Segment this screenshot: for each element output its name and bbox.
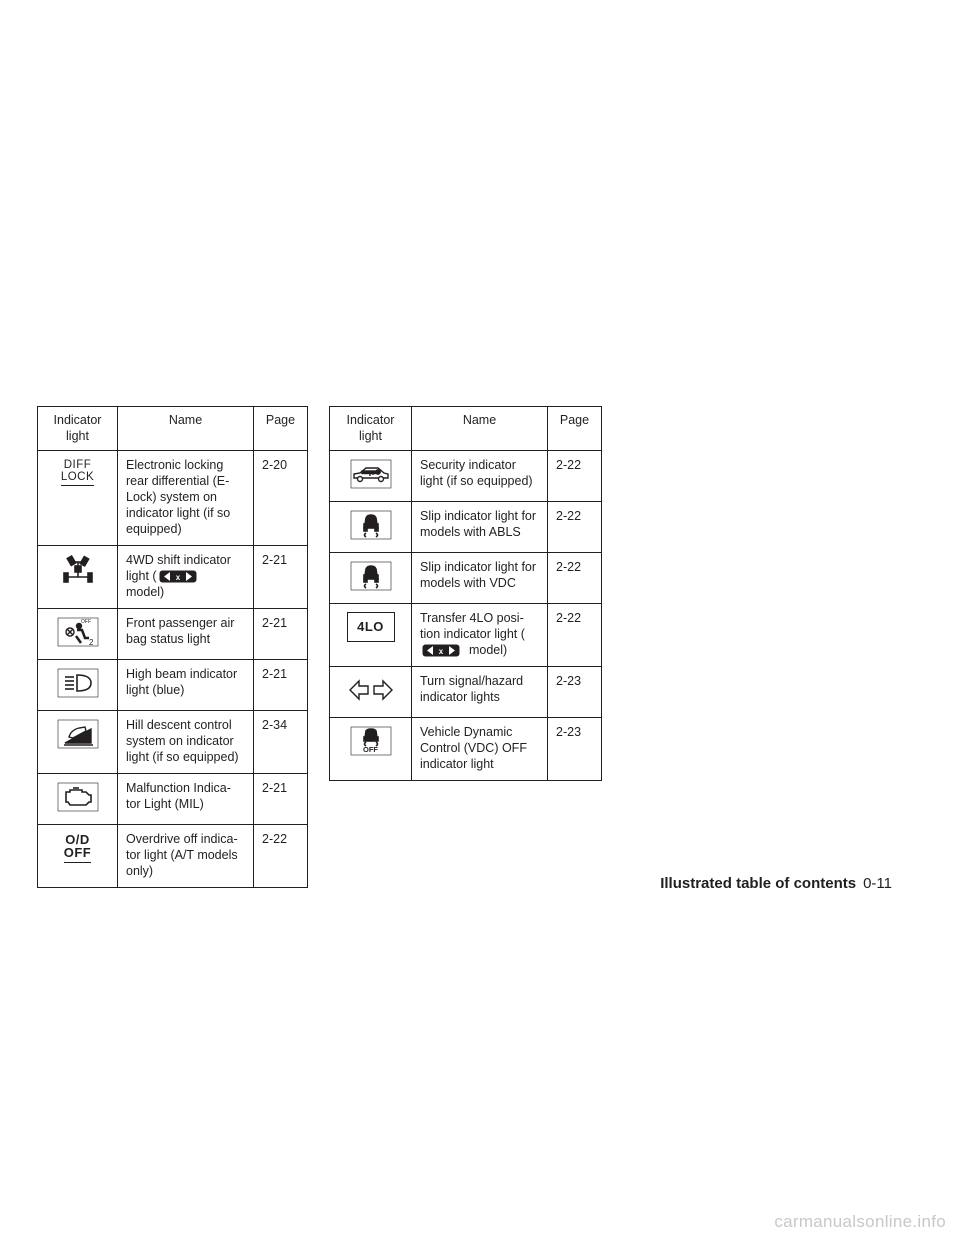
row-page: 2-34: [254, 711, 308, 774]
footer-page-number: 0-11: [863, 875, 892, 892]
row-page: 2-21: [254, 546, 308, 609]
engine-check-icon: [55, 782, 101, 812]
row-name: Security indicator light (if so equipped): [412, 451, 548, 502]
row-name: Hill descent control system on indicator light (if so equipped): [118, 711, 254, 774]
header-indicator-light: Indicator light: [38, 407, 118, 451]
indicator-table-left: [37, 406, 308, 888]
header-page: Page: [254, 407, 308, 451]
svg-text:x: x: [175, 573, 180, 583]
high-beam-icon: [55, 668, 101, 698]
vdc-off-text: OFF: [363, 745, 378, 754]
transfer-4lo-icon: 4LO: [347, 612, 395, 642]
table-row: [38, 451, 308, 546]
diff-lock-icon: DIFF LOCK: [61, 459, 94, 486]
footer-title: Illustrated table of contents: [660, 875, 857, 892]
hill-descent-icon: [55, 719, 101, 749]
svg-text:OFF: OFF: [80, 619, 91, 625]
table-row: [38, 711, 308, 774]
row-name: Slip indicator light for models with ABLS: [412, 502, 548, 553]
row-page: 2-21: [254, 774, 308, 825]
row-name: High beam indicator light (blue): [118, 660, 254, 711]
row-page: 2-21: [254, 660, 308, 711]
row-page: 2-22: [548, 451, 602, 502]
svg-text:2: 2: [88, 638, 93, 647]
page-footer: [660, 875, 892, 892]
row-page: 2-21: [254, 609, 308, 660]
row-name: Vehicle Dynamic Control (VDC) OFF indicator light: [412, 718, 548, 781]
table-row: [330, 451, 602, 502]
header-name: Name: [412, 407, 548, 451]
row-name: Electronic locking rear differential (E-Lock) system on indicator light (if so equipped): [118, 451, 254, 546]
4x4-badge-icon: [422, 644, 460, 657]
row-name: Malfunction Indica- tor Light (MIL): [118, 774, 254, 825]
row-page: 2-22: [548, 553, 602, 604]
slip-icon: [348, 510, 394, 540]
row-page: 2-23: [548, 718, 602, 781]
vdc-off-icon: [348, 726, 394, 756]
table-row: [38, 774, 308, 825]
header-page: Page: [548, 407, 602, 451]
security-car-icon: [348, 459, 394, 489]
4wd-shift-icon: [55, 554, 101, 584]
table-row: [38, 609, 308, 660]
row-page: 2-22: [254, 825, 308, 888]
table-row: [330, 502, 602, 553]
overdrive-off-icon: O/D OFF: [64, 833, 92, 863]
header-name: Name: [118, 407, 254, 451]
row-name: Turn signal/hazard indicator lights: [412, 667, 548, 718]
row-page: 2-23: [548, 667, 602, 718]
row-page: 2-20: [254, 451, 308, 546]
row-page: 2-22: [548, 604, 602, 667]
table-header-row: [38, 407, 308, 451]
table-row: [330, 718, 602, 781]
header-indicator-light: Indicator light: [330, 407, 412, 451]
svg-text:x: x: [438, 647, 444, 657]
passenger-airbag-off-icon: [55, 617, 101, 647]
table-row: 4WD shift indicator light ( x model) 2-21: [38, 546, 308, 609]
row-name: Slip indicator light for models with VDC: [412, 553, 548, 604]
table-row: [330, 667, 602, 718]
watermark: carmanualsonline.info: [774, 1212, 946, 1231]
table-row: 4LO Transfer 4LO posi- tion indicator light ( x model) 2-22: [330, 604, 602, 667]
row-name: 4WD shift indicator light (: [126, 553, 231, 583]
row-name: Overdrive off indica- tor light (A/T models only): [118, 825, 254, 888]
indicator-table-right: [329, 406, 602, 781]
row-name: Front passenger air bag status light: [118, 609, 254, 660]
row-name: Transfer 4LO posi- tion indicator light (: [420, 611, 525, 641]
turn-signal-icon: [348, 675, 394, 705]
table-row: [38, 660, 308, 711]
table-header-row: [330, 407, 602, 451]
4x4-badge-icon: [159, 570, 197, 583]
slip-icon: [348, 561, 394, 591]
table-row: [330, 553, 602, 604]
row-page: 2-22: [548, 502, 602, 553]
table-row: [38, 825, 308, 888]
